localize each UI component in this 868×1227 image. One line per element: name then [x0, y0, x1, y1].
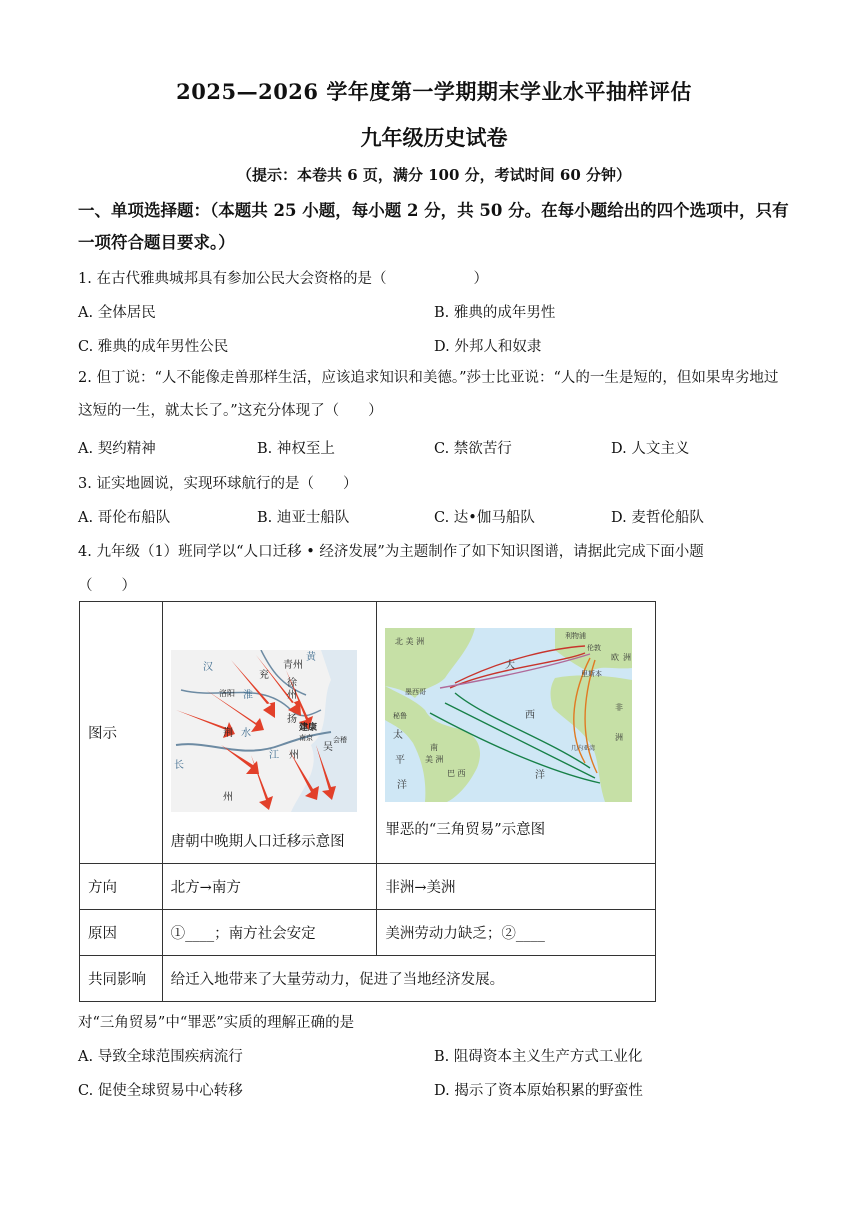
map1-label: 江	[268, 750, 279, 761]
exam-title: 2025—2026 学年度第一学期期末学业水平抽样评估	[176, 79, 692, 104]
q4-option-b: B. 阻碍资本主义生产方式工业化	[434, 1049, 643, 1065]
map2-label: 洲	[615, 733, 624, 742]
map1-label: 州	[286, 690, 297, 701]
map1-label: 长	[173, 760, 184, 771]
question-3-stem: 3. 证实地圆说，实现环球航行的是（ ）	[78, 476, 358, 492]
map2-caption: 罪恶的“三角贸易”示意图	[385, 822, 546, 838]
q1-option-a: A. 全体居民	[78, 305, 156, 321]
row-label-impact: 共同影响	[80, 956, 163, 1002]
q3-option-d: D. 麦哲伦船队	[611, 510, 704, 526]
q1-option-d: D. 外邦人和奴隶	[434, 339, 542, 355]
q2-option-d: D. 人文主义	[611, 441, 690, 457]
map2-label: 美 洲	[425, 755, 444, 764]
impact-cell: 给迁入地带来了大量劳动力，促进了当地经济发展。	[162, 956, 655, 1002]
map1-cell	[162, 602, 377, 864]
map2-label: 利物浦	[565, 632, 587, 640]
map2-label: 大	[505, 660, 516, 671]
triangle-trade-map	[385, 628, 632, 802]
map2-label: 南	[430, 743, 439, 752]
knowledge-table	[79, 601, 656, 1002]
map1-label: 州	[288, 750, 299, 761]
map1-label: 黄	[305, 652, 316, 663]
map2-label: 平	[395, 755, 406, 766]
q2-option-b: B. 神权至上	[257, 441, 335, 457]
exam-subtitle: 九年级历史试卷	[360, 125, 508, 150]
map2-label: 里斯本	[581, 670, 603, 678]
map2-label: 西	[525, 710, 536, 721]
q1-option-b: B. 雅典的成年男性	[434, 305, 556, 321]
map1-label: 州	[222, 792, 233, 803]
map2-label: 洋	[535, 770, 546, 781]
map1-caption: 唐朝中晚期人口迁移示意图	[170, 834, 345, 850]
exam-note: （提示：本卷共 6 页，满分 100 分，考试时间 60 分钟）	[237, 166, 631, 184]
map1-label: 会稽	[332, 736, 347, 744]
direction-cell-1: 北方→南方	[162, 864, 377, 910]
map1-label: 建康	[298, 723, 317, 733]
question-2-stem: 2. 但丁说：“人不能像走兽那样生活，应该追求知识和美德。”莎士比亚说：“人的一生是短的，但如果卑劣地过这短的一生，就太长了。”这充分体现了（ ）	[78, 370, 779, 419]
map1-label: 徐	[286, 678, 297, 689]
map1-label: 兖	[258, 670, 269, 681]
question-1-stem: 1. 在古代雅典城邦具有参加公民大会资格的是（ ）	[78, 271, 488, 287]
table-row	[80, 956, 656, 1002]
map2-label: 欧	[611, 653, 620, 662]
map2-label: 墨西哥	[405, 688, 427, 696]
map1-label: 汉	[202, 662, 213, 673]
row-label-diagram: 图示	[80, 602, 163, 864]
q2-option-a: A. 契约精神	[78, 441, 156, 457]
map2-label: 伦敦	[587, 644, 602, 652]
map2-cell	[377, 602, 656, 864]
row-label-reason: 原因	[80, 910, 163, 956]
question-4-stem: 4. 九年级（1）班同学以“人口迁移 • 经济发展”为主题制作了如下知识图谱，请据此完成下面小题	[78, 544, 704, 560]
table-row	[80, 910, 656, 956]
q3-option-a: A. 哥伦布船队	[78, 510, 171, 526]
map2-label: 太	[393, 730, 404, 741]
map2-label: 秘鲁	[393, 712, 408, 720]
map1-label: 荆	[222, 728, 233, 739]
map2-label: 洲	[623, 653, 632, 662]
q3-option-c: C. 达•伽马船队	[434, 510, 535, 526]
map2-label: 几内亚湾	[571, 745, 596, 752]
map1-label: 青州	[282, 660, 303, 671]
table-row	[80, 602, 656, 864]
map1-label: 洛阳	[218, 689, 235, 698]
map2-label: 北 美 洲	[395, 637, 425, 646]
q4-option-d: D. 揭示了资本原始积累的野蛮性	[434, 1083, 643, 1099]
map1-label: 吴	[322, 742, 333, 753]
map1-label: 淮	[242, 690, 253, 701]
table-row	[80, 864, 656, 910]
question-4-stem-blank: （ ）	[78, 578, 136, 594]
map2-label: 非	[615, 703, 624, 712]
map1-label: 南京	[298, 734, 313, 742]
reason-cell-1: ①____；南方社会安定	[162, 910, 377, 956]
direction-cell-2: 非洲→美洲	[377, 864, 656, 910]
migration-map	[171, 650, 357, 812]
q1-option-c: C. 雅典的成年男性公民	[78, 339, 229, 355]
reason-cell-2: 美洲劳动力缺乏；②____	[377, 910, 656, 956]
q2-option-c: C. 禁欲苦行	[434, 441, 512, 457]
map1-label: 水	[240, 728, 251, 739]
map1-label: 扬	[286, 714, 297, 725]
map2-label: 洋	[397, 780, 408, 791]
q3-option-b: B. 迪亚士船队	[257, 510, 350, 526]
q4-sub-stem: 对“三角贸易”中“罪恶”实质的理解正确的是	[78, 1015, 355, 1031]
q4-option-a: A. 导致全球范围疾病流行	[78, 1049, 243, 1065]
section-heading: 一、单项选择题：（本题共 25 小题，每小题 2 分，共 50 分。在每小题给出的四个选项中，只有一项符合题目要求。）	[78, 201, 789, 252]
map2-label: 巴 西	[447, 769, 466, 778]
row-label-direction: 方向	[80, 864, 163, 910]
q4-option-c: C. 促使全球贸易中心转移	[78, 1083, 243, 1099]
